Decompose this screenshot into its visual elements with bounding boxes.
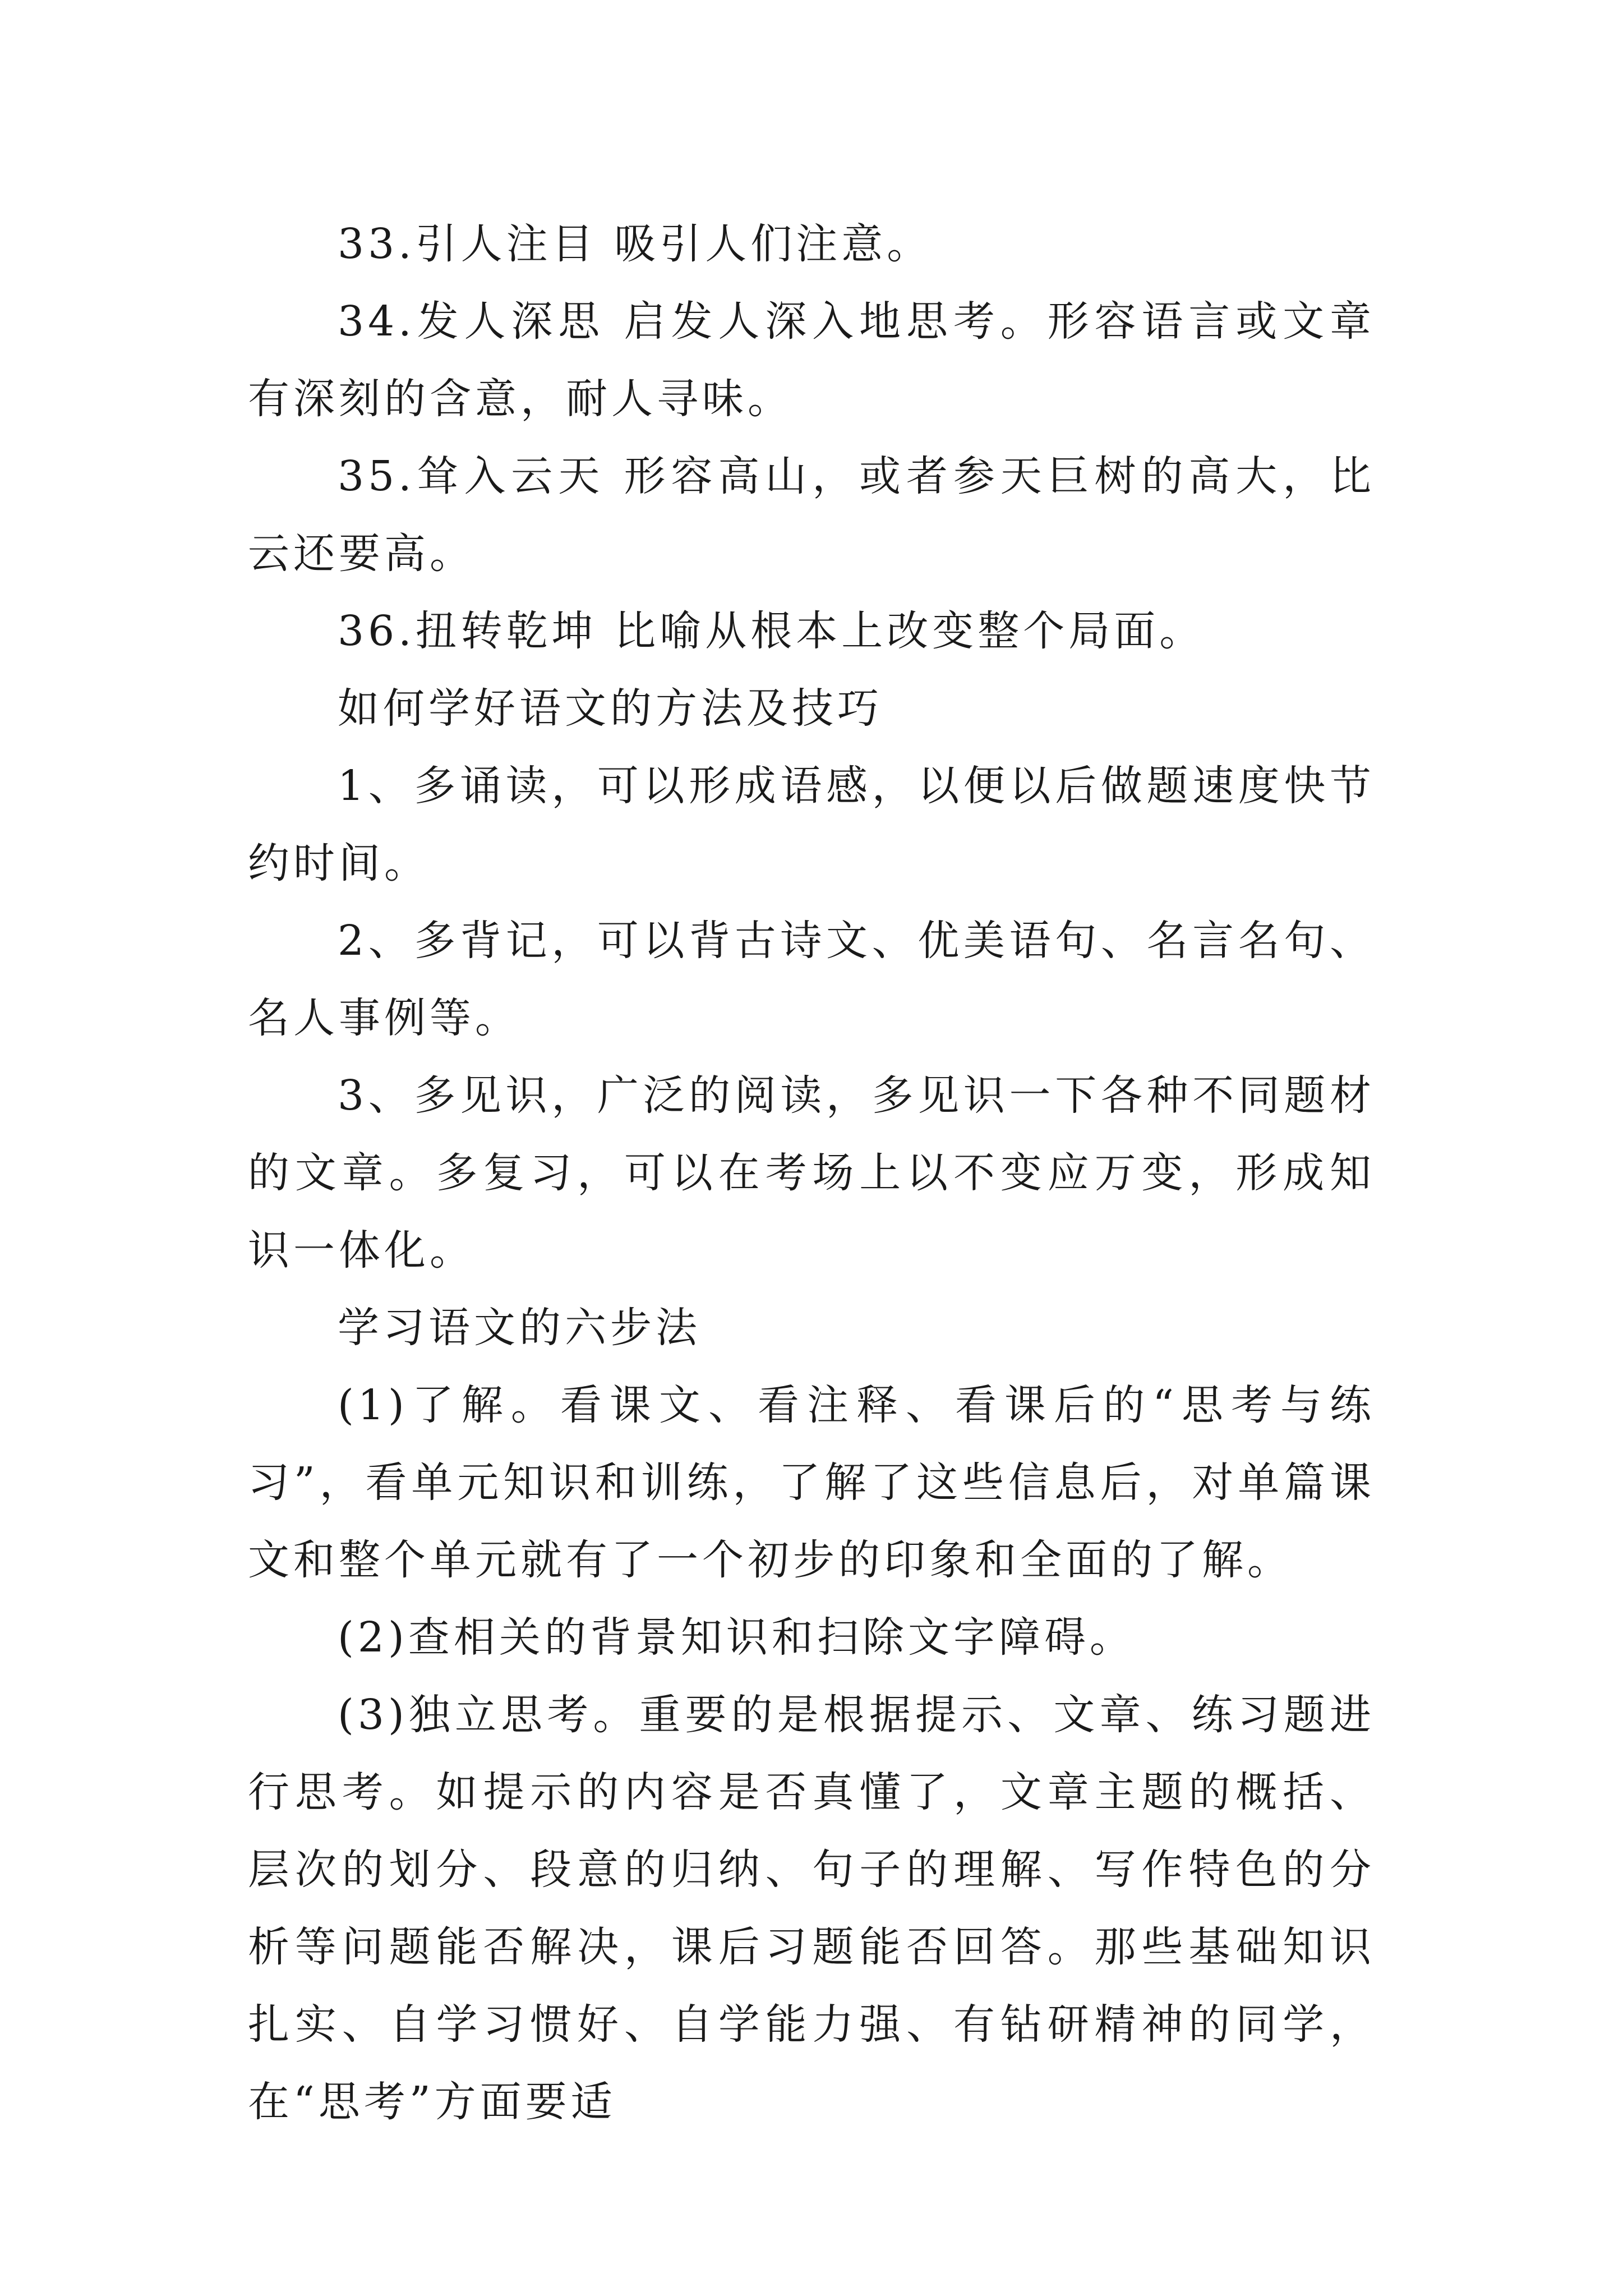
- paragraph-idiom-36: 36.扭转乾坤 比喻从根本上改变整个局面。: [338, 607, 1205, 655]
- section-heading-methods: 如何学好语文的方法及技巧: [338, 684, 883, 733]
- section-heading-six-steps: 学习语文的六步法: [338, 1304, 701, 1352]
- paragraph-idiom-35: 35.耸入云天 形容高山，或者参天巨树的高大，比云还要高。: [248, 452, 1375, 578]
- paragraph-method-2: 2、多背记，可以背古诗文、优美语句、名言名句、名人事例等。: [248, 917, 1375, 1042]
- paragraph-method-3: 3、多见识，广泛的阅读，多见识一下各种不同题材的文章。多复习，可以在考场上以不变应万变，形成知识一体化。: [248, 1071, 1375, 1274]
- paragraph-step-3: (3)独立思考。重要的是根据提示、文章、练习题进行思考。如提示的内容是否真懂了，文章主题的概括、层次的划分、段意的归纳、句子的理解、写作特色的分析等问题能否解决，课后习题能否回答。那些基础知识扎实、自学习惯好、自学能力强、有钻研精神的同学，在“思考”方面要适: [248, 1691, 1375, 2126]
- paragraph-method-1: 1、多诵读，可以形成语感，以便以后做题速度快节约时间。: [248, 762, 1375, 887]
- paragraph-idiom-33: 33.引人注目 吸引人们注意。: [338, 220, 933, 268]
- paragraph-step-1: (1)了解。看课文、看注释、看课后的“思考与练习”，看单元知识和训练，了解了这些信息后，对单篇课文和整个单元就有了一个初步的印象和全面的了解。: [248, 1381, 1375, 1584]
- paragraph-idiom-34: 34.发人深思 启发人深入地思考。形容语言或文章有深刻的含意，耐人寻味。: [248, 297, 1375, 423]
- paragraph-step-2: (2)查相关的背景知识和扫除文字障碍。: [338, 1613, 1135, 1662]
- document-body: [248, 205, 1375, 2141]
